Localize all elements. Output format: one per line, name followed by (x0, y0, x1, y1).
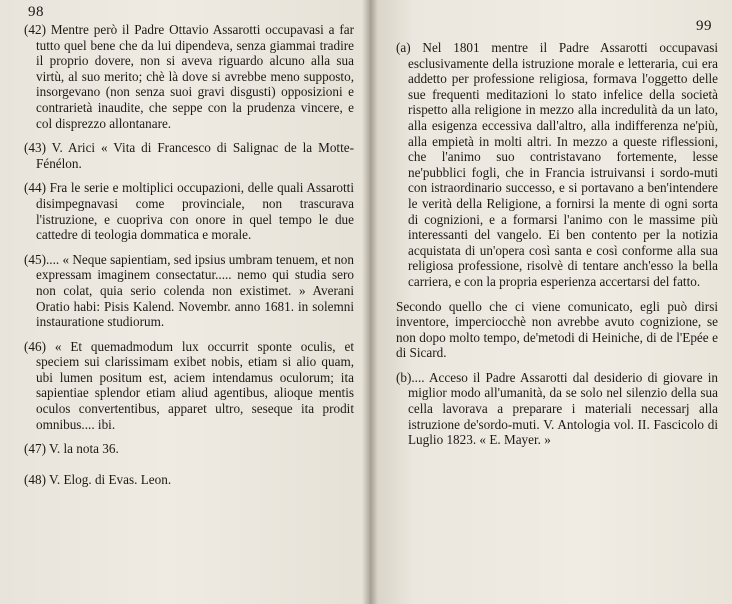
right-page-number: 99 (696, 18, 712, 34)
left-page-number: 98 (28, 4, 44, 20)
note-secondo: Secondo quello che ci viene comunicato, egli può dirsi inventore, imperciocchè non avrebbe avuto cognizione, se non dopo molto tempo, de'metodi di Heiniche, di de l'Epée e di Sicard. (396, 298, 718, 361)
note-48: (48) V. Elog. di Evas. Leon. (24, 471, 172, 487)
note-43: (43) V. Arici « Vita di Francesco di Salignac de la Motte-Fénélon. (24, 140, 354, 171)
note-46: (46) « Et quemadmodum lux occurrit sponte oculis, et speciem sui clarissimam exibet nobis, etiam si alio quam, ubi lumen positum est, aciem intendamus oculorum; ita sapientiae splendor etiam aliud agentibus, alioque mentis oculos convertentibus, apparet ultro, seseque ita prodit omnibus.... ibi. (24, 338, 354, 432)
note-42: (42) Mentre però il Padre Ottavio Assarotti occupavasi a far tutto quel bene che da lui dipendeva, senza giammai tradire il proprio dovere, non si aveva riguardo alcuno alla sua virtù, al suo merito; chè là dove si avrebbe meno supposto, insorgevano (non senza suoi gravi disgusti) opposizioni e contrarietà inaudite, che seppe con la prudenza vincere, e col disprezzo allontanare. (24, 22, 354, 131)
note-45: (45).... « Neque sapientiam, sed ipsius umbram tenuem, et non expressam imaginem consectatur..... nemo qui studia sero non colat, quia serio colenda non existimet. » Averani Oratio habi: Pisis Kalend. Novembr. anno 1681. in solemni instauratione studiorum. (24, 251, 354, 330)
book-gutter (362, 0, 378, 604)
note-a: (a) Nel 1801 mentre il Padre Assarotti occupavasi esclusivamente della istruzione morale e letteraria, cui era addetto per professione religiosa, formava l'oggetto delle sue frequenti meditazioni lo stato infelice della società rispetto alla religione in mezzo alla incredulità da un lato, alla esigenza eccessiva dall'altro, alla indifferenza ne'più, alla empietà in molti altri. In mezzo a queste riflessioni, che l'animo suo contristavano fortemente, lesse ne'pubblici fogli, che in Francia istruivansi i sordo-muti con istraordinario successo, e si portavano a ben'intendere le verità della Religione, a fornirsi la mente di ogni sorta di cognizioni, e a formarsi l'animo con le massime più interessanti del vangelo. Ei ben contento per la notizia acquistata di un'opera così santa e così conforme alla sua religiosa professione, risolvè di tentare anch'esso la bella carriera, e con la propria esperienza accertarsi del fatto. (396, 40, 718, 289)
note-47: (47) V. la nota 36. (24, 441, 119, 457)
note-b: (b).... Acceso il Padre Assarotti dal desiderio di giovare in miglior modo all'umanità, da se solo nel silenzio della sua cella lavorava a preparare i materiali necessarj alla istruzione de'sordo-muti. V. Antologia vol. II. Fascicolo di Luglio 1823. « E. Mayer. » (396, 369, 718, 448)
note-44: (44) Fra le serie e moltiplici occupazioni, delle quali Assarotti disimpegnavasi come provinciale, non trascurava l'istruzione, e cuopriva con onore in quel tempo le due cattedre di teologia dommatica e morale. (24, 180, 354, 243)
right-page (370, 0, 732, 604)
